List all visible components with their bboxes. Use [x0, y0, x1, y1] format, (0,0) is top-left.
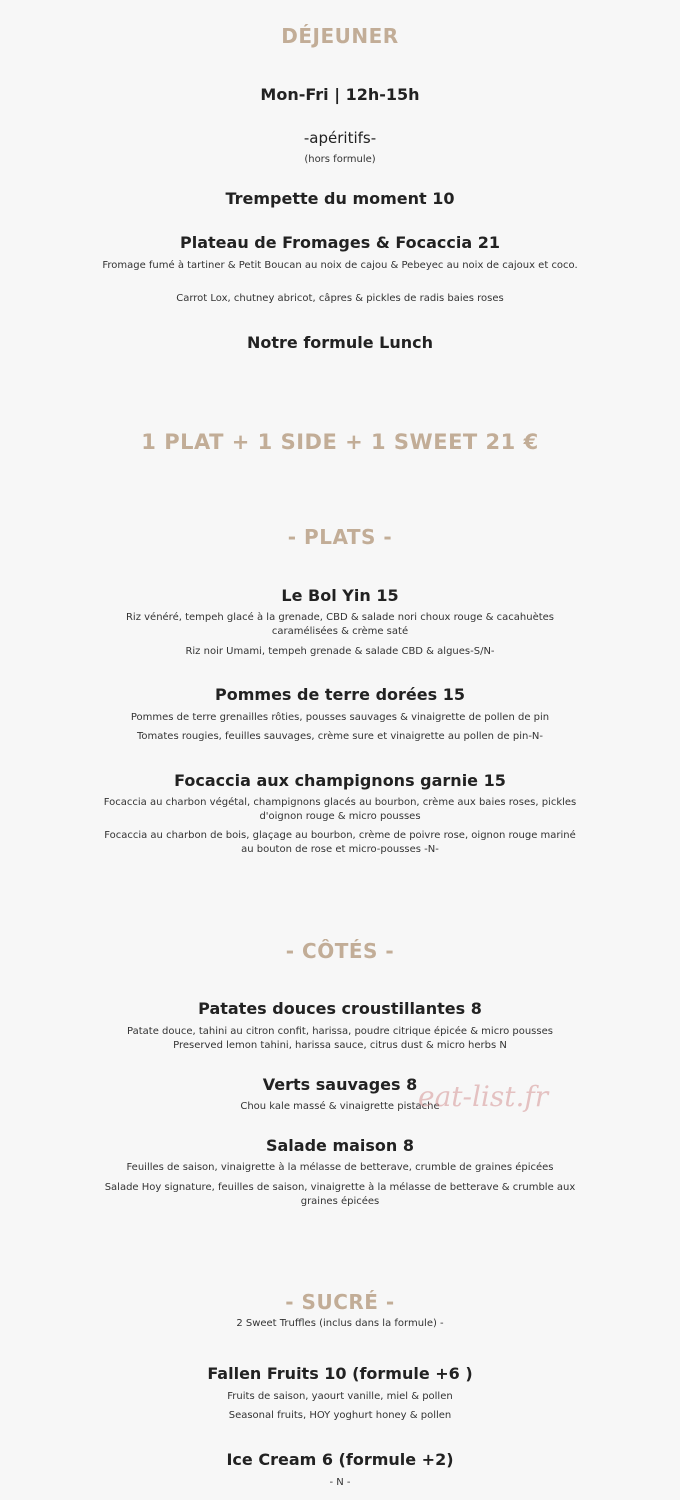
page-title: DÉJEUNER: [281, 24, 399, 48]
menu-item-desc: Carrot Lox, chutney abricot, câpres & pickles de radis baies roses: [176, 293, 504, 304]
menu-item-desc: Salade Hoy signature, feuilles de saison, vinaigrette à la mélasse de betterave & crumble aux graines épicées: [104, 1182, 576, 1207]
menu-item-name: Trempette du moment 10: [225, 189, 455, 208]
menu-item-desc: Fromage fumé à tartiner & Petit Boucan au noix de cajou & Pebeyec au noix de cajoux et coco.: [102, 260, 578, 271]
formula-heading: Notre formule Lunch: [246, 333, 433, 352]
menu-item-name: Fallen Fruits 10 (formule +6 ): [207, 1364, 473, 1383]
menu-item-desc: Riz vénéré, tempeh glacé à la grenade, CBD & salade nori choux rouge & cacahuètes caramélisées & crème saté: [125, 612, 555, 637]
menu-item-desc: Focaccia au charbon végétal, champignons glacés au bourbon, crème aux baies roses, pickles d'oignon rouge & micro pousses: [103, 797, 577, 822]
menu-item-name: Pommes de terre dorées 15: [215, 685, 465, 704]
menu-item-desc: Feuilles de saison, vinaigrette à la mélasse de betterave, crumble de graines épicées: [126, 1162, 554, 1173]
menu-item-name: Le Bol Yin 15: [281, 586, 399, 605]
menu-item-desc: Fruits de saison, yaourt vanille, miel & pollen: [227, 1391, 453, 1402]
menu-item-name: Patates douces croustillantes 8: [198, 999, 482, 1018]
menu-item-desc: - N -: [329, 1477, 351, 1488]
menu-item-desc: Patate douce, tahini au citron confit, harissa, poudre citrique épicée & micro pousses: [127, 1026, 553, 1037]
menu-item-desc: Focaccia au charbon de bois, glaçage au bourbon, crème de poivre rose, oignon rouge mariné au bouton de rose et micro-pousses -N-: [104, 830, 576, 855]
section-heading-sucre: - SUCRÉ -: [285, 1290, 395, 1314]
menu-item-name: Verts sauvages 8: [262, 1075, 418, 1094]
menu-item-desc: Riz noir Umami, tempeh grenade & salade CBD & algues-S/N-: [185, 646, 495, 657]
aperitifs-heading: -apéritifs-: [303, 129, 377, 147]
menu-item-desc: Chou kale massé & vinaigrette pistache: [240, 1101, 440, 1112]
section-heading-cotes: - CÔTÉS -: [285, 939, 395, 963]
sucre-note: 2 Sweet Truffles (inclus dans la formule) -: [236, 1318, 444, 1329]
section-heading-plats: - PLATS -: [287, 525, 393, 549]
menu-item-name: Focaccia aux champignons garnie 15: [174, 771, 506, 790]
opening-hours: Mon-Fri | 12h-15h: [260, 85, 420, 104]
aperitifs-note: (hors formule): [304, 154, 376, 165]
menu-item-name: Ice Cream 6 (formule +2): [226, 1450, 454, 1469]
formula-offer: 1 PLAT + 1 SIDE + 1 SWEET 21 €: [141, 430, 539, 454]
menu-item-desc: Seasonal fruits, HOY yoghurt honey & pollen: [228, 1410, 452, 1421]
menu-item-name: Salade maison 8: [265, 1136, 415, 1155]
menu-item-desc: Tomates rougies, feuilles sauvages, crème sure et vinaigrette au pollen de pin-N-: [136, 731, 544, 742]
menu-item-desc: Pommes de terre grenailles rôties, pousses sauvages & vinaigrette de pollen de pin: [130, 712, 550, 723]
menu-item-desc: Preserved lemon tahini, harissa sauce, citrus dust & micro herbs N: [173, 1040, 507, 1051]
menu-item-name: Plateau de Fromages & Focaccia 21: [180, 233, 500, 252]
watermark: eat-list.fr: [418, 1080, 549, 1113]
